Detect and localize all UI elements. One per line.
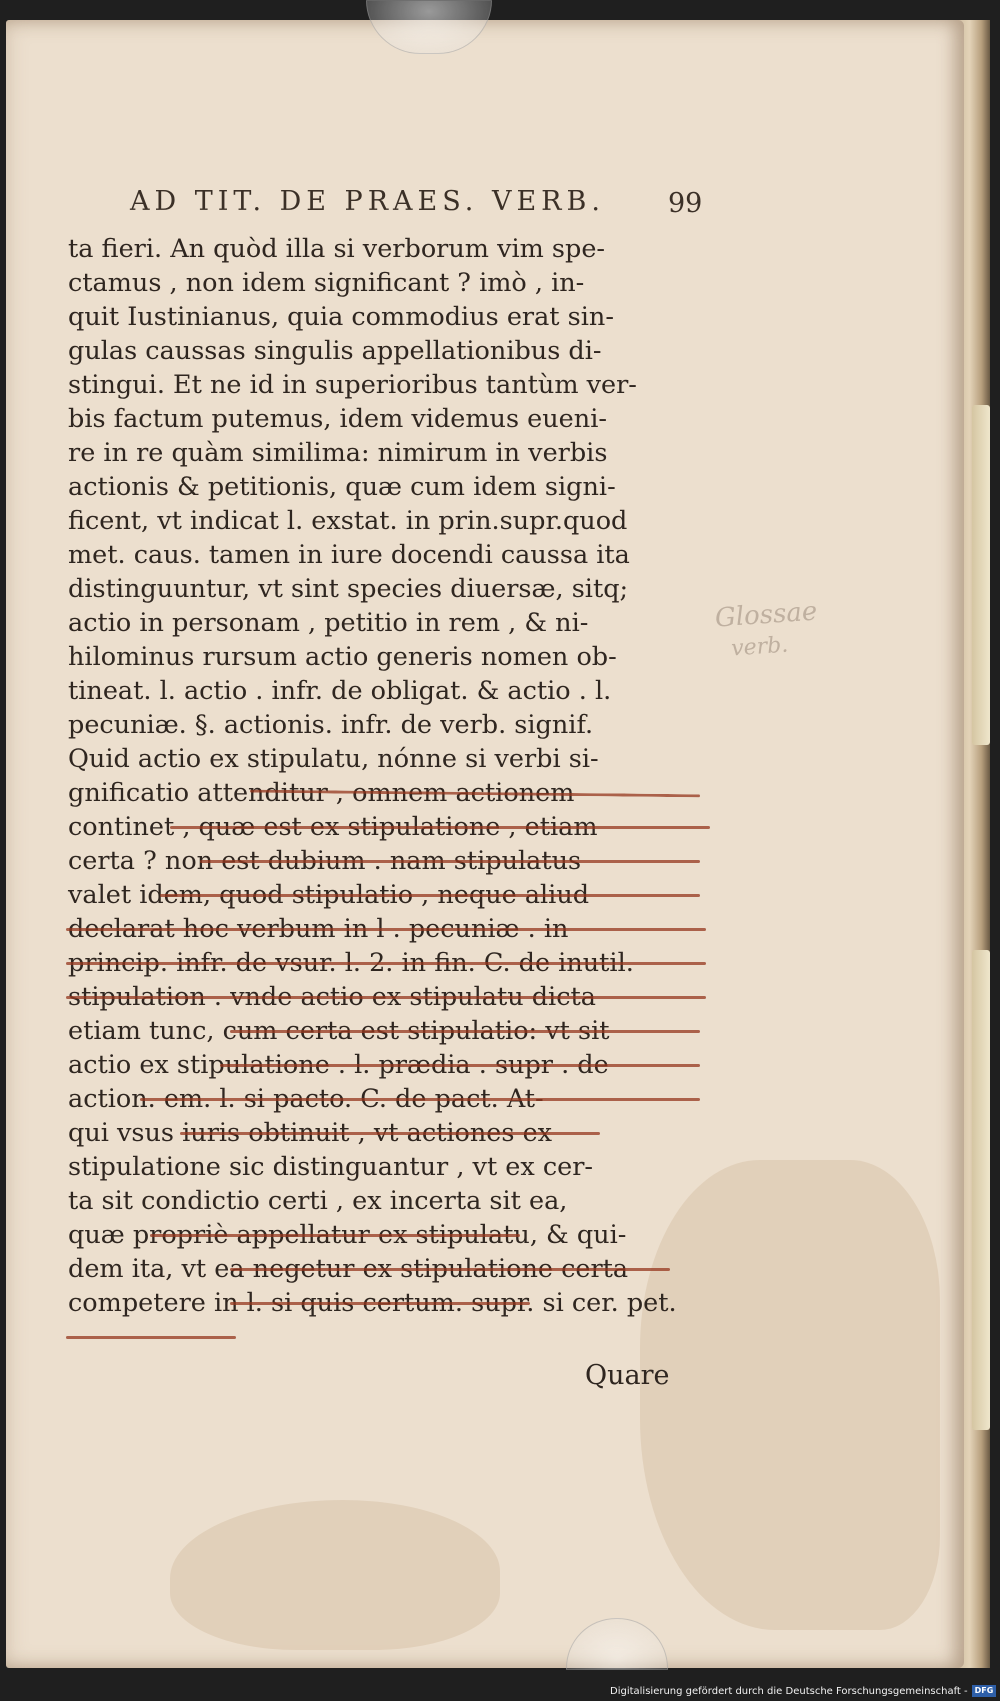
ink-underline <box>160 894 700 897</box>
text-line: action. em. l. si pacto. C. de pact. At- <box>68 1084 544 1114</box>
text-line: gulas caussas singulis appellationibus di- <box>68 336 602 366</box>
page-edge-tab <box>972 950 990 1430</box>
text-line: declarat hoc verbum in l . pecuniæ . in <box>68 914 569 944</box>
ink-underline <box>66 928 706 931</box>
text-line: competere in l. si quis certum. supr. si cer. pet. <box>68 1288 677 1318</box>
text-line: qui vsus iuris obtinuit , vt actiones ex <box>68 1118 553 1148</box>
text-line: quæ propriè appellatur ex stipulatu, & qui- <box>68 1220 627 1250</box>
marginal-note-line: verb. <box>730 632 790 662</box>
text-line: ctamus , non idem significant ? imò , in- <box>68 268 585 298</box>
text-line: ta sit condictio certi , ex incerta sit ea, <box>68 1186 568 1216</box>
ink-underline <box>230 1268 670 1271</box>
text-line: distinguuntur, vt sint species diuersæ, sitq; <box>68 574 629 604</box>
catchword: Quare <box>585 1360 670 1391</box>
page-number: 99 <box>668 188 703 219</box>
running-head: AD TIT. DE PRAES. VERB. <box>130 186 605 217</box>
text-line: stipulatione sic distinguantur , vt ex cer- <box>68 1152 594 1182</box>
text-line: actio ex stipulatione . l. prædia . supr . de <box>68 1050 609 1080</box>
ink-underline <box>170 826 710 829</box>
text-line: actionis & petitionis, quæ cum idem signi- <box>68 472 616 502</box>
text-line: ficent, vt indicat l. exstat. in prin.supr.quod <box>68 506 628 536</box>
text-line: Quid actio ex stipulatu, nónne si verbi si- <box>68 744 599 774</box>
ink-underline <box>66 962 706 965</box>
dfg-logo: DFG <box>972 1685 996 1697</box>
text-line: tineat. l. actio . infr. de obligat. & actio . l. <box>68 676 612 706</box>
ink-underline <box>220 1064 700 1067</box>
ink-underline <box>66 1336 236 1339</box>
ink-underline <box>140 1098 700 1101</box>
text-line: hilominus rursum actio generis nomen ob- <box>68 642 617 672</box>
marginal-note-line: Glossae <box>714 596 819 634</box>
text-line: re in re quàm similima: nimirum in verbis <box>68 438 608 468</box>
text-line: pecuniæ. §. actionis. infr. de verb. signif. <box>68 710 594 740</box>
text-line: gnificatio attenditur , omnem actionem <box>68 778 575 808</box>
text-line: met. caus. tamen in iure docendi caussa ita <box>68 540 630 570</box>
text-line: quit Iustinianus, quia commodius erat sin- <box>68 302 614 332</box>
ink-underline <box>66 996 706 999</box>
text-line: dem ita, vt ea negetur ex stipulatione certa <box>68 1254 629 1284</box>
ink-underline <box>230 1030 700 1033</box>
text-line: stingui. Et ne id in superioribus tantùm ver- <box>68 370 637 400</box>
body-text <box>68 232 708 1320</box>
text-line: princip. infr. de vsur. l. 2. in fin. C. de inutil. <box>68 948 634 978</box>
text-line: stipulation . vnde actio ex stipulatu dicta <box>68 982 596 1012</box>
ink-underline <box>180 1132 600 1135</box>
text-line: actio in personam , petitio in rem , & ni- <box>68 608 589 638</box>
text-line: etiam tunc, cum certa est stipulatio: vt sit <box>68 1016 610 1046</box>
marginal-note <box>714 597 820 663</box>
footer-credit: Digitalisierung gefördert durch die Deutsche Forschungsgemeinschaft - <box>610 1686 968 1697</box>
text-line: valet idem, quod stipulatio , neque aliud <box>68 880 590 910</box>
ink-underline <box>150 1234 520 1237</box>
paper-stain <box>170 1500 500 1650</box>
text-line: bis factum putemus, idem videmus eueni- <box>68 404 607 434</box>
text-line: certa ? non est dubium . nam stipulatus <box>68 846 582 876</box>
text-line: ta fieri. An quòd illa si verborum vim spe- <box>68 234 606 264</box>
page-edge-tab <box>972 405 990 745</box>
ink-underline <box>230 1302 530 1305</box>
text-line: continet , quæ est ex stipulatione , etiam <box>68 812 598 842</box>
ink-underline <box>200 860 700 863</box>
